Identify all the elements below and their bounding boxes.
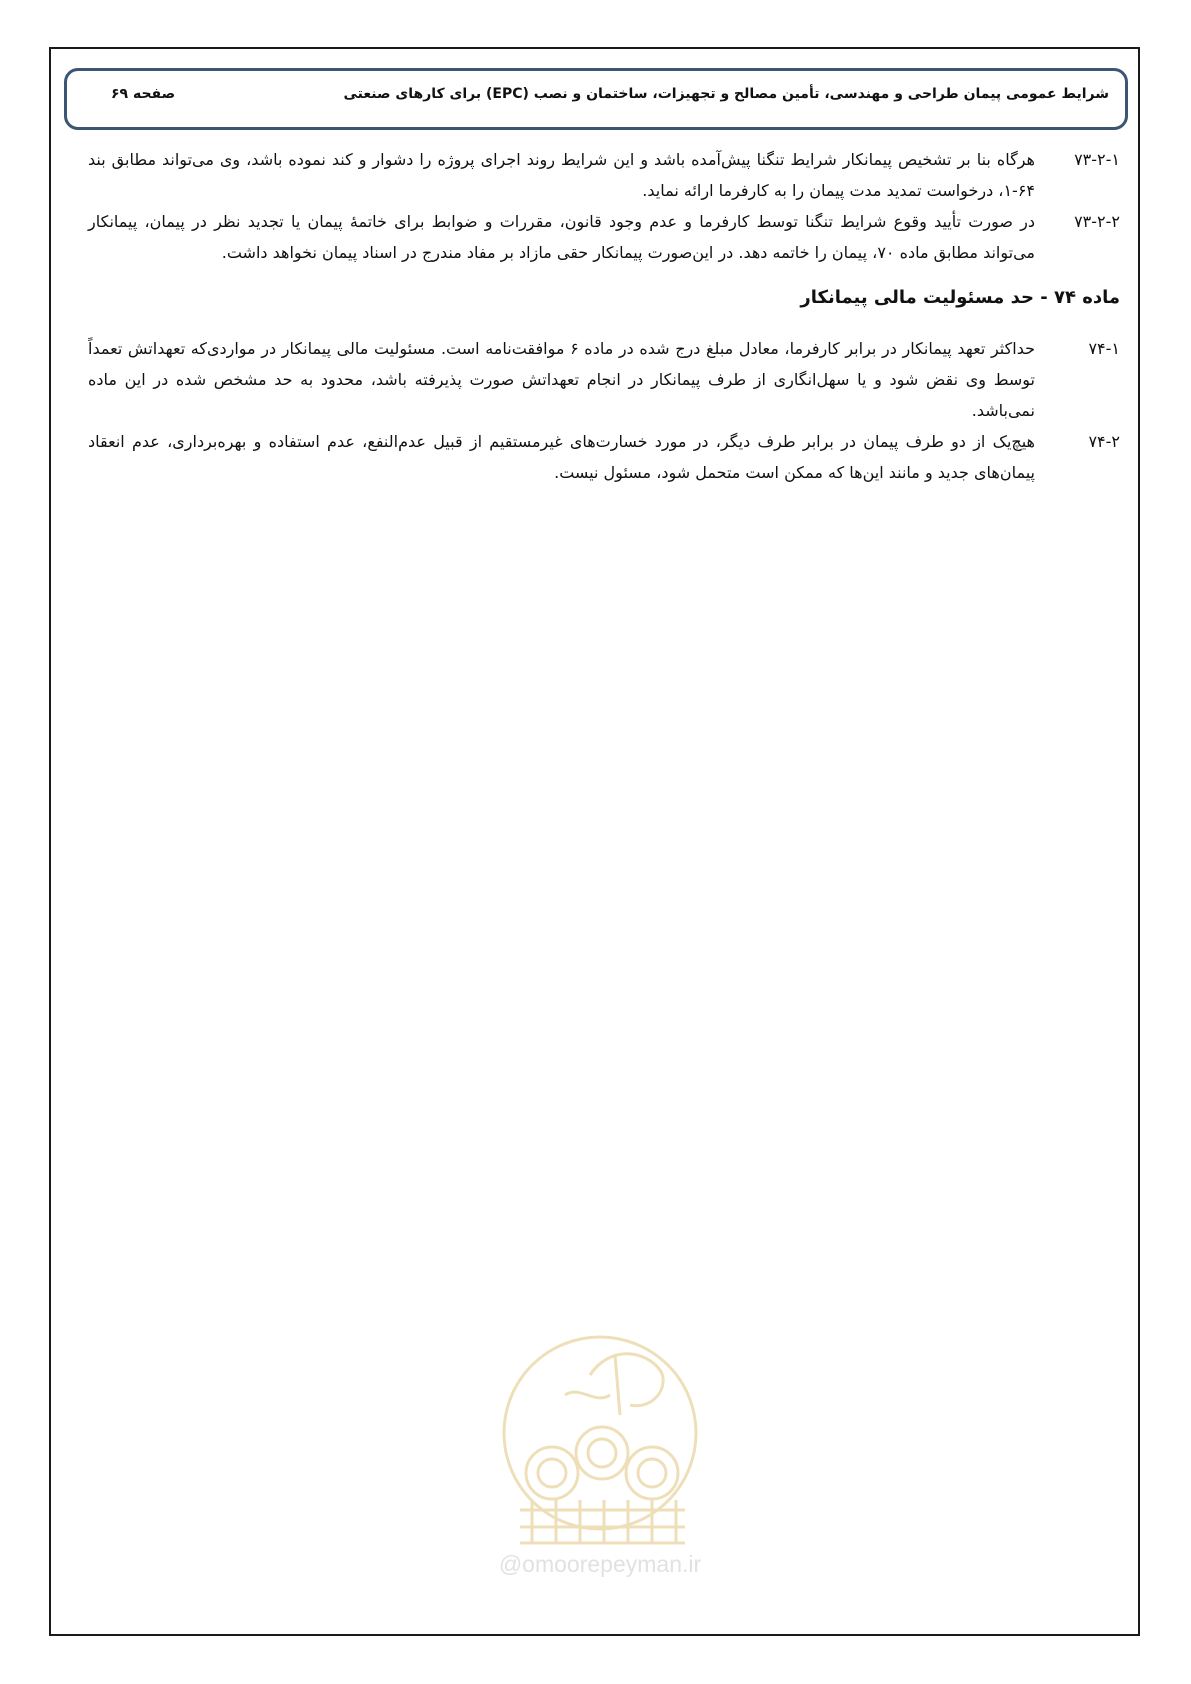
clause-74-1 (88, 333, 1120, 426)
clause-text: هرگاه بنا بر تشخیص پیمانکار شرایط تنگنا پیش‌آمده باشد و این شرایط روند اجرای پروژه را دشوار و کند نموده باشد، وی می‌تواند مطابق بند ۶۴-۱، درخواست تمدید مدت پیمان را به کارفرما ارائه نماید. (88, 150, 1035, 200)
document-body (88, 144, 1120, 488)
clause-number: ۷۴-۲ (1088, 432, 1120, 451)
watermark-url: @omoorepeyman.ir (498, 1551, 702, 1577)
clause-text: هیچ‌یک از دو طرف پیمان در برابر طرف دیگر، در مورد خسارت‌های غیرمستقیم از قبیل عدم‌النفع، عدم استفاده و بهره‌برداری، عدم انعقاد پیمان‌های جدید و مانند این‌ها که ممکن است متحمل شود، مسئول نیست. (88, 432, 1035, 482)
clause-number: ۷۴-۱ (1088, 339, 1120, 358)
clause-74-2 (88, 426, 1120, 488)
document-title: شرایط عمومی پیمان طراحی و مهندسی، تأمین مصالح و تجهیزات، ساختمان و نصب (EPC) برای کارهای صنعتی (343, 86, 1109, 102)
page-header (64, 68, 1128, 130)
watermark (470, 1315, 730, 1585)
clause-number: ۷۳-۲-۱ (1074, 150, 1120, 169)
article-74-heading: ماده ۷۴ - حد مسئولیت مالی پیمانکار (800, 287, 1120, 308)
clause-number: ۷۳-۲-۲ (1074, 212, 1120, 231)
clause-73-2-2 (88, 206, 1120, 268)
clause-73-2-1 (88, 144, 1120, 206)
clause-text: حداکثر تعهد پیمانکار در برابر کارفرما، معادل مبلغ درج شده در ماده ۶ موافقت‌نامه است. مسئولیت مالی پیمانکار در مواردی‌که تعهداتش تعمداً توسط وی نقض شود و یا سهل‌انگاری از طرف پیمانکار در انجام تعهداتش صورت پذیرفته باشد، محدود به حد مشخص شده در این ماده نمی‌باشد. (88, 339, 1035, 420)
omoorepeyman-seal-logo (470, 1315, 730, 1550)
clause-text: در صورت تأیید وقوع شرایط تنگنا توسط کارفرما و عدم وجود قانون، مقررات و ضوابط برای خاتمهٔ پیمان یا تجدید نظر در پیمان، پیمانکار می‌تواند مطابق ماده ۷۰، پیمان را خاتمه دهد. در این‌صورت پیمانکار حقی مازاد بر مفاد مندرج در اسناد پیمان نخواهد داشت. (88, 212, 1035, 262)
page-number: صفحه ۶۹ (111, 86, 176, 102)
